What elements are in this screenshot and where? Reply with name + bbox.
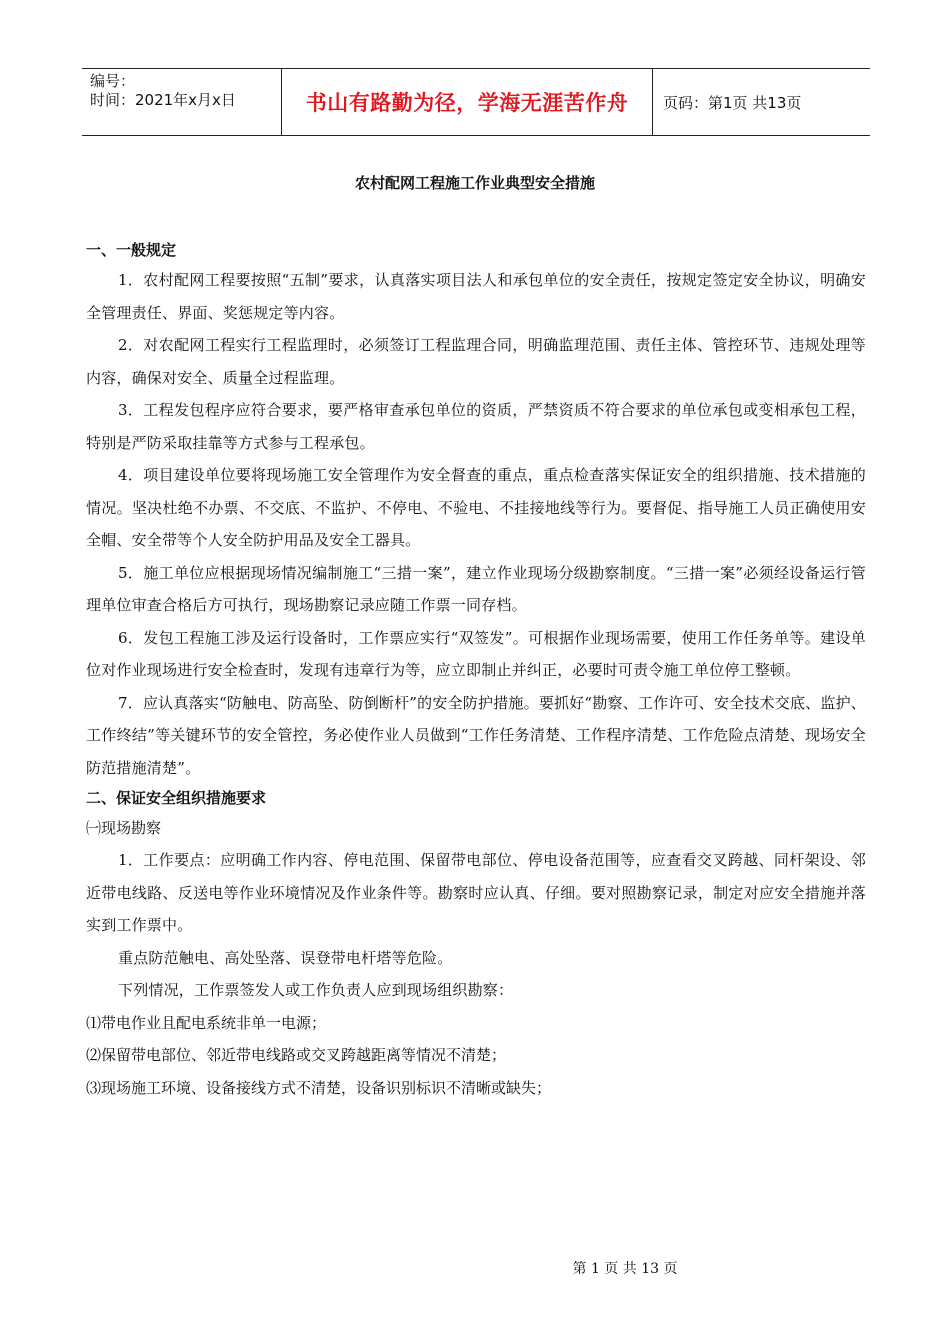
paragraph-5: 5．施工单位应根据现场情况编制施工“三措一案”，建立作业现场分级勘察制度。“三措一案”必须经设备运行管理单位审查合格后方可执行，现场勘察记录应随工作票一同存档。 [86, 563, 866, 614]
code-label: 编号： [90, 72, 136, 90]
subheading-site-survey: ㈠现场勘察 [86, 819, 162, 837]
header-page-info: 页码：第1页 共13页 [663, 93, 802, 112]
time-label: 时间：2021年x月x日 [90, 91, 236, 109]
paragraph-6: 6．发包工程施工涉及运行设备时，工作票应实行“双签发”。可根据作业现场需要，使用工作任务单等。建设单位对作业现场进行安全检查时，发现有违章行为等，应立即制止并纠正，必要时可责令施工单位停工整顿。 [86, 628, 866, 679]
paragraph-4: 4．项目建设单位要将现场施工安全管理作为安全督查的重点，重点检查落实保证安全的组织措施、技术措施的情况。坚决杜绝不办票、不交底、不监护、不停电、不验电、不挂接地线等行为。要督促、指导施工人员正确使用安全帽、安全带等个人安全防护用品及安全工器具。 [86, 466, 866, 549]
header-meta [82, 69, 282, 135]
paragraph-2: 2．对农配网工程实行工程监理时，必须签订工程监理合同，明确监理范围、责任主体、管控环节、违规处理等内容，确保对安全、质量全过程监理。 [86, 336, 866, 387]
document-title: 农村配网工程施工作业典型安全措施 [354, 174, 595, 192]
note-survey-conditions: 下列情况，工作票签发人或工作负责人应到现场组织勘察： [118, 981, 514, 999]
case-2: ⑵保留带电部位、邻近带电线路或交叉跨越距离等情况不清楚； [86, 1046, 507, 1064]
header-motto: 书山有路勤为径，学海无涯苦作舟 [282, 69, 653, 135]
case-3: ⑶现场施工环境、设备接线方式不清楚，设备识别标识不清晰或缺失； [86, 1078, 552, 1097]
paragraph-1: 1．农村配网工程要按照“五制”要求，认真落实项目法人和承包单位的安全责任，按规定签定安全协议，明确安全管理责任、界面、奖惩规定等内容。 [86, 271, 866, 322]
section-heading-organization: 二、保证安全组织措施要求 [86, 789, 267, 807]
page-header [82, 68, 870, 136]
paragraph-7: 7．应认真落实“防触电、防高坠、防倒断杆”的安全防护措施。要抓好“勘察、工作许可、安全技术交底、监护、工作终结”等关键环节的安全管控，务必使作业人员做到“工作任务清楚、工作程序清楚、工作危险点清楚、现场安全防范措施清楚”。 [86, 693, 866, 777]
section-heading-general: 一、一般规定 [86, 241, 177, 259]
note-hazards: 重点防范触电、高处坠落、误登带电杆塔等危险。 [118, 948, 453, 967]
page-footer: 第 1 页 共 13 页 [572, 1261, 678, 1277]
case-1: ⑴带电作业且配电系统非单一电源； [86, 1013, 327, 1032]
paragraph-survey-1: 1．工作要点：应明确工作内容、停电范围、保留带电部位、停电设备范围等，应查看交叉跨越、同杆架设、邻近带电线路、反送电等作业环境情况及作业条件等。勘察时应认真、仔细。要对照勘察记录，制定对应安全措施并落实到工作票中。 [86, 851, 866, 934]
document-body [86, 236, 866, 1104]
paragraph-3: 3．工程发包程序应符合要求，要严格审查承包单位的资质，严禁资质不符合要求的单位承包或变相承包工程，特别是严防采取挂靠等方式参与工程承包。 [86, 401, 866, 452]
